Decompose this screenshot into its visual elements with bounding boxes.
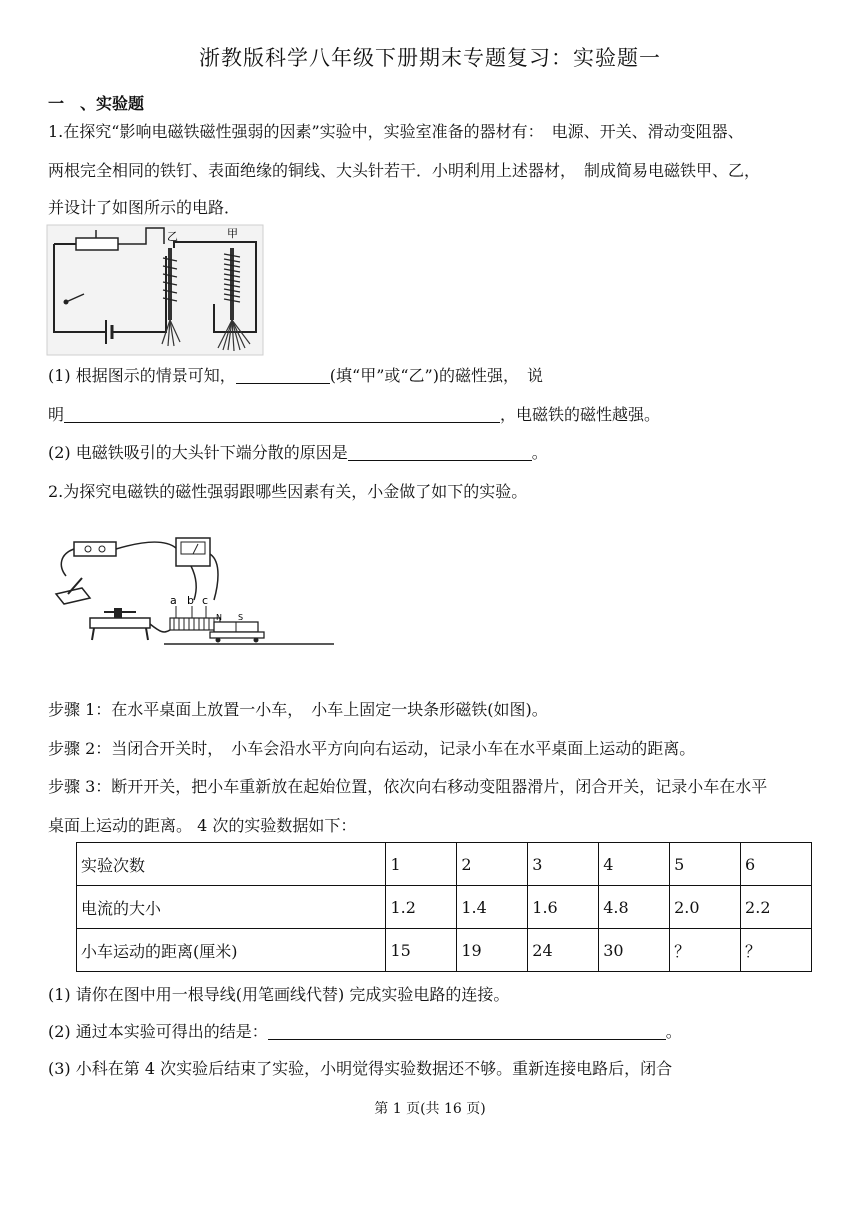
table-cell: 1 — [386, 843, 457, 886]
table-cell: 5 — [670, 843, 741, 886]
q2-step-3-line-1: 步骤 3：断开开关，把小车重新放在起始位置，依次向右移动变阻器滑片，闭合开关，记录小车在水平 — [48, 777, 768, 796]
experiment-data-table — [76, 842, 812, 972]
q2-sub2-text-b: 。 — [665, 1022, 682, 1041]
electromagnet-circuit-figure — [46, 224, 264, 356]
table-row — [77, 843, 812, 886]
table-cell: 电流的大小 — [77, 886, 386, 929]
table-cell: 小车运动的距离(厘米) — [77, 929, 386, 972]
q2-sub2-text-a: (2) 通过本实验可得出的结是： — [48, 1022, 268, 1041]
table-cell: 4 — [599, 843, 670, 886]
table-cell: 3 — [528, 843, 599, 886]
tap-label-b: b — [187, 594, 194, 607]
q1-stem-line-2: 两根完全相同的铁钉、表面绝缘的铜线、大头针若干．小明利用上述器材， 制成简易电磁铁甲、乙， — [48, 161, 761, 180]
q1-stem-line-3: 并设计了如图所示的电路． — [48, 198, 241, 217]
q1-sub1-text-d: ，电磁铁的磁性越强。 — [500, 405, 661, 424]
nail-label-right: 甲 — [227, 227, 238, 240]
q1-stem-line-1: 1.在探究“影响电磁铁磁性强弱的因素”实验中，实验室准备的器材有： 电源、开关、滑动变阻器、 — [48, 122, 744, 141]
q1-sub1-blank-2[interactable] — [64, 406, 500, 423]
table-row — [77, 929, 812, 972]
q1-sub1-text-b: (填“甲”或“乙”)的磁性强， 说 — [329, 366, 543, 385]
table-cell: 19 — [457, 929, 528, 972]
q1-sub1-line-2 — [48, 405, 660, 425]
q2-stem: 2.为探究电磁铁的磁性强弱跟哪些因素有关，小金做了如下的实验。 — [48, 482, 528, 501]
q1-sub1-line-1 — [48, 366, 543, 386]
table-cell: 6 — [741, 843, 812, 886]
tap-label-c: c — [202, 594, 209, 607]
q2-sub2-blank[interactable] — [268, 1023, 666, 1040]
q1-sub2-blank[interactable] — [348, 444, 532, 461]
section-heading: 一 、实验题 — [48, 94, 145, 113]
q2-step-2: 步骤 2：当闭合开关时， 小车会沿水平方向向右运动，记录小车在水平桌面上运动的距离。 — [48, 739, 696, 758]
table-cell: 30 — [599, 929, 670, 972]
page-footer: 第 1 页(共 16 页) — [374, 1101, 486, 1117]
q1-sub1-text-a: (1) 根据图示的情景可知， — [48, 366, 236, 385]
q2-sub3: (3) 小科在第 4 次实验后结束了实验，小明觉得实验数据还不够。重新连接电路后，闭合 — [48, 1059, 673, 1078]
table-cell: 4.8 — [599, 886, 670, 929]
electromagnet-car-figure — [46, 536, 338, 658]
q2-sub2-line — [48, 1022, 682, 1042]
table-cell: ？ — [741, 929, 812, 972]
table-cell: 实验次数 — [77, 843, 386, 886]
q1-sub2-line — [48, 443, 548, 463]
table-cell: 1.4 — [457, 886, 528, 929]
pole-label-s: S — [238, 613, 244, 622]
q1-sub2-text-a: (2) 电磁铁吸引的大头针下端分散的原因是 — [48, 443, 348, 462]
q2-step-3-line-2: 桌面上运动的距离。 4 次的实验数据如下： — [48, 816, 357, 835]
q1-sub1-text-c: 明 — [48, 405, 65, 424]
q1-sub2-text-b: 。 — [531, 443, 548, 462]
table-cell: 24 — [528, 929, 599, 972]
q1-sub1-blank-1[interactable] — [236, 367, 330, 384]
q2-step-1: 步骤 1：在水平桌面上放置一小车， 小车上固定一块条形磁铁(如图)。 — [48, 700, 548, 719]
nail-label-left: 乙 — [167, 230, 178, 243]
table-cell: 2.0 — [670, 886, 741, 929]
pole-label-n: N — [216, 613, 222, 622]
table-cell: 2.2 — [741, 886, 812, 929]
page-title: 浙教版科学八年级下册期末专题复习：实验题一 — [199, 46, 661, 70]
table-row — [77, 886, 812, 929]
table-cell: ？ — [670, 929, 741, 972]
table-cell: 2 — [457, 843, 528, 886]
q2-sub1: (1) 请你在图中用一根导线(用笔画线代替) 完成实验电路的连接。 — [48, 985, 510, 1004]
tap-label-a: a — [170, 594, 177, 607]
table-cell: 15 — [386, 929, 457, 972]
table-cell: 1.6 — [528, 886, 599, 929]
table-cell: 1.2 — [386, 886, 457, 929]
